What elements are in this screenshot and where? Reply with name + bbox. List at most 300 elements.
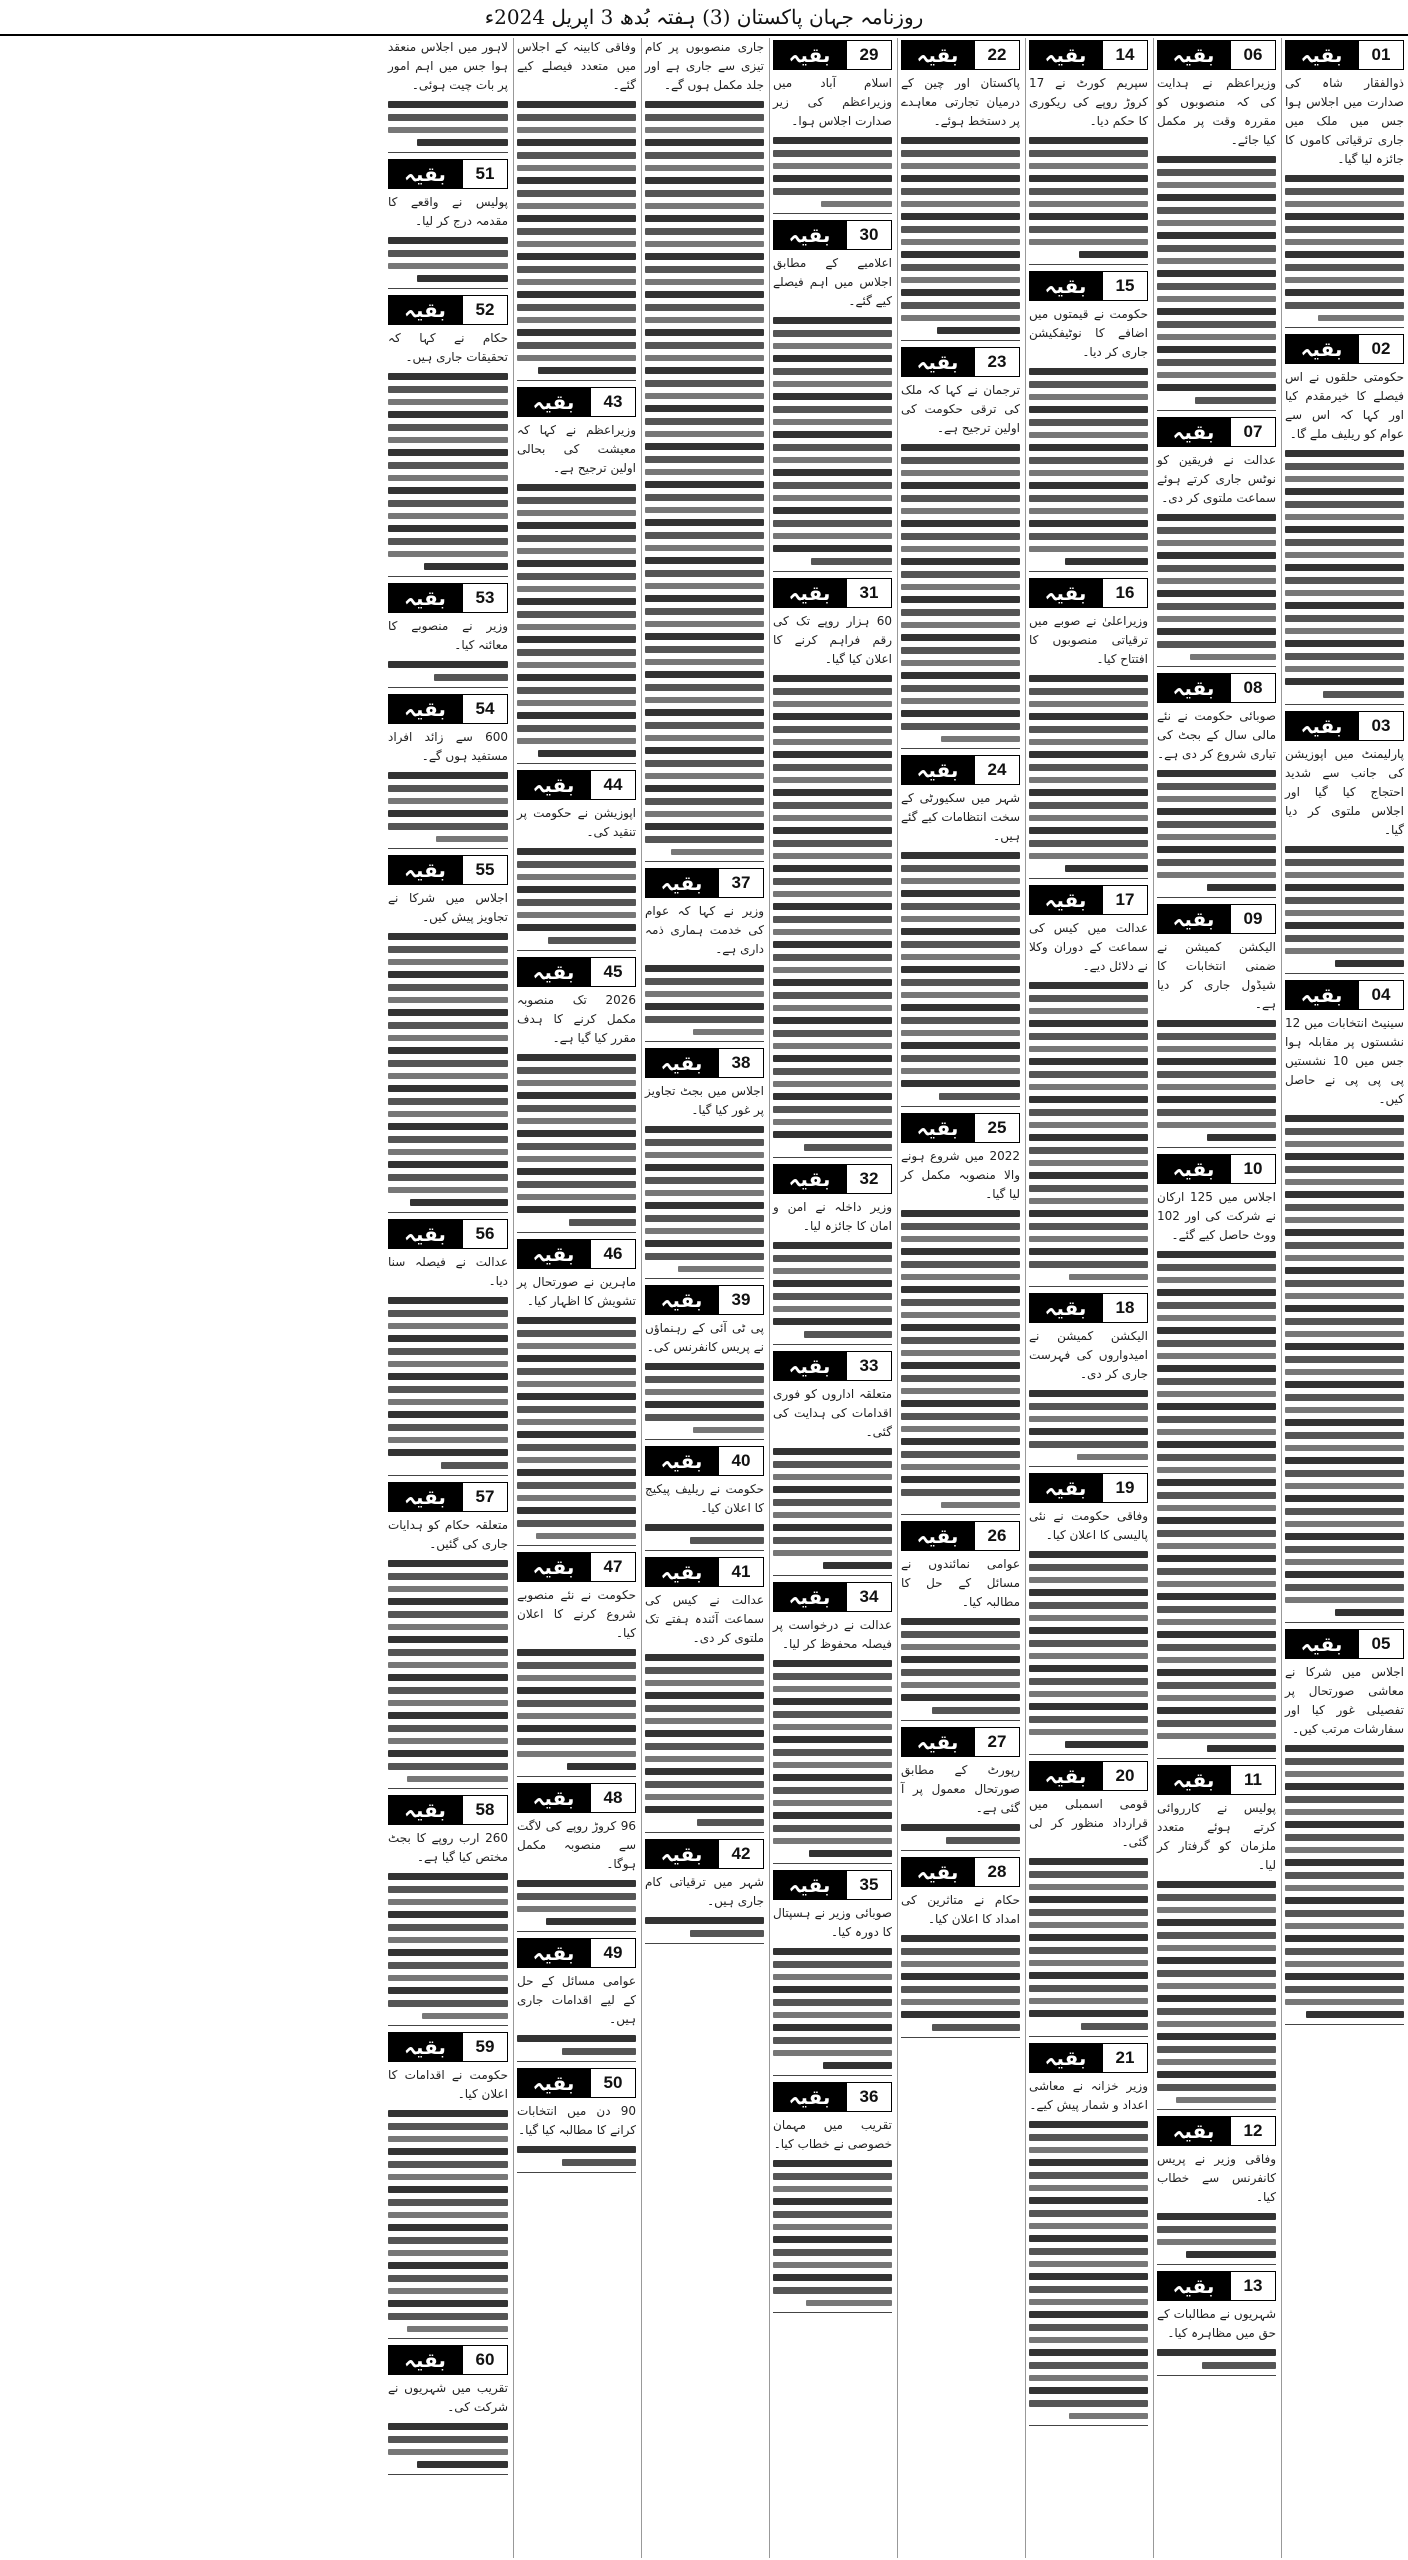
text-line bbox=[645, 1794, 764, 1800]
text-line bbox=[645, 405, 764, 412]
continuation-tag bbox=[1029, 1293, 1148, 1323]
continued-badge: بقیہ bbox=[645, 1285, 718, 1315]
text-line bbox=[773, 1055, 892, 1062]
text-line bbox=[1065, 558, 1148, 565]
continuation-tag bbox=[517, 957, 636, 987]
continuation-number: 02 bbox=[1358, 334, 1404, 364]
text-line bbox=[407, 1776, 508, 1782]
text-line bbox=[773, 1550, 892, 1556]
continued-badge: بقیہ bbox=[517, 957, 590, 987]
text-line bbox=[517, 497, 636, 504]
text-line bbox=[1285, 1217, 1404, 1223]
text-line bbox=[773, 1974, 892, 1980]
text-line bbox=[1029, 2197, 1148, 2204]
text-line bbox=[1285, 1821, 1404, 1828]
text-line bbox=[1029, 982, 1148, 989]
item-divider bbox=[901, 1850, 1020, 1851]
text-line bbox=[388, 449, 508, 456]
continuation-item bbox=[1029, 1293, 1148, 1467]
article-text: پارلیمنٹ میں اپوزیشن کی جانب سے شدید احتجاج کیا گیا اور اجلاس ملتوی کر دیا گیا۔ bbox=[1285, 747, 1404, 837]
text-line bbox=[517, 700, 636, 706]
text-line bbox=[773, 188, 892, 195]
text-line bbox=[1157, 2021, 1276, 2027]
column-5 bbox=[769, 38, 895, 2558]
text-line bbox=[1157, 590, 1276, 597]
text-line bbox=[517, 1105, 636, 1112]
text-line bbox=[645, 367, 764, 374]
text-line bbox=[645, 279, 764, 285]
continued-badge: بقیہ bbox=[388, 583, 462, 613]
continuation-tag bbox=[388, 1219, 508, 1249]
text-line bbox=[1157, 156, 1276, 163]
text-line bbox=[773, 520, 892, 527]
text-line bbox=[773, 2287, 892, 2294]
text-line bbox=[388, 1022, 508, 1029]
text-line bbox=[1285, 1318, 1404, 1325]
continuation-number: 31 bbox=[846, 578, 892, 608]
text-line bbox=[388, 1386, 508, 1393]
text-line bbox=[773, 1999, 892, 2006]
continuation-item bbox=[901, 755, 1020, 1107]
text-line bbox=[773, 2249, 892, 2256]
text-line bbox=[901, 457, 1020, 464]
text-line bbox=[517, 560, 636, 567]
continuation-item bbox=[773, 1870, 892, 2076]
text-line bbox=[517, 241, 636, 247]
text-line bbox=[1285, 1394, 1404, 1401]
text-line bbox=[645, 709, 764, 716]
continuation-number: 21 bbox=[1102, 2043, 1148, 2073]
text-line bbox=[1029, 2286, 1148, 2293]
text-line bbox=[1029, 163, 1148, 169]
text-line bbox=[773, 1812, 892, 1819]
text-line bbox=[1157, 1606, 1276, 1613]
text-line bbox=[901, 865, 1020, 872]
text-line bbox=[388, 1763, 508, 1770]
continuation-item bbox=[388, 38, 508, 153]
text-line bbox=[1157, 1894, 1276, 1901]
text-line bbox=[517, 522, 636, 529]
continuation-item bbox=[388, 159, 508, 289]
text-line bbox=[773, 979, 892, 986]
text-line bbox=[1029, 1223, 1148, 1230]
text-line bbox=[773, 1774, 892, 1781]
continuation-item bbox=[388, 2345, 508, 2475]
text-line bbox=[773, 1081, 892, 1087]
text-line bbox=[901, 672, 1020, 679]
text-line bbox=[773, 175, 892, 182]
text-line bbox=[773, 992, 892, 999]
text-line bbox=[1029, 432, 1148, 438]
continuation-number: 01 bbox=[1358, 40, 1404, 70]
text-line bbox=[517, 649, 636, 656]
continued-badge: بقیہ bbox=[773, 1870, 846, 1900]
text-line bbox=[901, 520, 1020, 527]
text-line bbox=[645, 1730, 764, 1737]
text-line bbox=[517, 1725, 636, 1732]
continuation-number: 22 bbox=[974, 40, 1020, 70]
continued-badge: بقیہ bbox=[517, 2068, 590, 2098]
text-line bbox=[1285, 1872, 1404, 1879]
text-line bbox=[773, 533, 892, 539]
text-line bbox=[1029, 1627, 1148, 1634]
text-line bbox=[645, 317, 764, 323]
text-line bbox=[645, 139, 764, 146]
text-line bbox=[517, 1181, 636, 1188]
continuation-item bbox=[1285, 40, 1404, 328]
text-line bbox=[517, 1906, 636, 1912]
text-line bbox=[388, 462, 508, 469]
text-line bbox=[901, 634, 1020, 641]
text-line bbox=[932, 2024, 1020, 2031]
continuation-tag bbox=[645, 1557, 764, 1587]
text-line bbox=[517, 1368, 636, 1375]
text-line bbox=[1029, 2185, 1148, 2191]
item-divider bbox=[773, 1863, 892, 1864]
text-line bbox=[901, 1210, 1020, 1217]
text-line bbox=[1285, 1191, 1404, 1198]
text-line bbox=[1157, 1593, 1276, 1600]
continuation-item bbox=[517, 1239, 636, 1546]
text-line bbox=[645, 659, 764, 665]
text-line bbox=[388, 971, 508, 978]
text-line bbox=[517, 1317, 636, 1324]
text-line bbox=[517, 1751, 636, 1757]
continuation-item bbox=[1029, 1473, 1148, 1755]
text-line bbox=[1157, 283, 1276, 290]
text-line bbox=[773, 1280, 892, 1287]
text-line bbox=[1306, 2011, 1404, 2018]
continuation-tag bbox=[517, 1239, 636, 1269]
text-line bbox=[1285, 653, 1404, 660]
text-line bbox=[1029, 226, 1148, 233]
continued-badge: بقیہ bbox=[901, 1727, 974, 1757]
text-line bbox=[645, 646, 764, 653]
continued-badge: بقیہ bbox=[388, 694, 462, 724]
column-4 bbox=[897, 38, 1023, 2558]
text-line bbox=[773, 1724, 892, 1730]
text-line bbox=[901, 1312, 1020, 1318]
text-line bbox=[1285, 1204, 1404, 1211]
text-line bbox=[1157, 1657, 1276, 1663]
continued-badge: بقیہ bbox=[1029, 885, 1102, 915]
header-title: روزنامہ جہان پاکستان (3) ہفتہ بُدھ 3 اپریل 2024ء bbox=[484, 5, 924, 29]
text-line bbox=[690, 1537, 764, 1544]
continuation-item bbox=[645, 1839, 764, 1944]
text-line bbox=[1157, 821, 1276, 828]
text-line bbox=[407, 2326, 508, 2332]
text-line bbox=[517, 484, 636, 491]
text-line bbox=[1029, 1665, 1148, 1672]
text-line bbox=[1285, 1935, 1404, 1942]
article-text: پی ٹی آئی کے رہنماؤں نے پریس کانفرنس کی۔ bbox=[645, 1321, 764, 1354]
continuation-page bbox=[0, 36, 1408, 2558]
text-line bbox=[1029, 2362, 1148, 2369]
continuation-item bbox=[1157, 673, 1276, 898]
article-text: وفاقی وزیر نے پریس کانفرنس سے خطاب کیا۔ bbox=[1157, 2152, 1276, 2204]
continuation-number: 41 bbox=[718, 1557, 764, 1587]
text-line bbox=[388, 1136, 508, 1143]
text-line bbox=[1157, 2046, 1276, 2053]
continuation-item bbox=[1029, 578, 1148, 879]
text-line bbox=[645, 1376, 764, 1383]
text-line bbox=[901, 1669, 1020, 1676]
item-divider bbox=[517, 2061, 636, 2062]
continued-badge: بقیہ bbox=[1157, 673, 1230, 703]
text-line bbox=[1029, 368, 1148, 375]
text-line bbox=[388, 661, 508, 668]
article-text: اجلاس میں شرکا نے تجاویز پیش کیں۔ bbox=[388, 891, 508, 924]
continuation-number: 33 bbox=[846, 1351, 892, 1381]
text-line bbox=[645, 760, 764, 767]
text-line bbox=[773, 1461, 892, 1468]
text-line bbox=[388, 1149, 508, 1155]
continuation-number: 27 bbox=[974, 1727, 1020, 1757]
text-line bbox=[388, 500, 508, 507]
text-line bbox=[517, 253, 636, 260]
text-line bbox=[1285, 1923, 1404, 1929]
text-line bbox=[1285, 1141, 1404, 1147]
text-line bbox=[1029, 2261, 1148, 2267]
continuation-item bbox=[901, 1727, 1020, 1851]
continuation-number: 12 bbox=[1230, 2116, 1276, 2146]
continuation-tag bbox=[1157, 1154, 1276, 1184]
article-text: وزیر خزانہ نے معاشی اعداد و شمار پیش کیے۔ bbox=[1029, 2079, 1148, 2112]
text-line bbox=[901, 1451, 1020, 1458]
text-line bbox=[1029, 726, 1148, 733]
text-line bbox=[1029, 2010, 1148, 2017]
text-line bbox=[1285, 564, 1404, 571]
text-line bbox=[1157, 1264, 1276, 1271]
text-line bbox=[1029, 1691, 1148, 1697]
text-line bbox=[901, 1413, 1020, 1420]
continued-badge: بقیہ bbox=[388, 855, 462, 885]
article-text: عوامی مسائل کے حل کے لیے اقدامات جاری ہیں۔ bbox=[517, 1974, 636, 2026]
article-text: قومی اسمبلی میں قرارداد منظور کر لی گئی۔ bbox=[1029, 1797, 1148, 1849]
text-line bbox=[901, 213, 1020, 220]
text-line bbox=[901, 251, 1020, 258]
text-line bbox=[1157, 258, 1276, 264]
text-line bbox=[773, 1686, 892, 1692]
text-line bbox=[773, 1486, 892, 1493]
text-line bbox=[1157, 552, 1276, 559]
text-line bbox=[1157, 1315, 1276, 1321]
text-line bbox=[517, 586, 636, 592]
article-text: ذوالفقار شاہ کی صدارت میں اجلاس ہوا جس میں ملک میں جاری ترقیاتی کاموں کا جائزہ لیا گیا۔ bbox=[1285, 76, 1404, 166]
text-line bbox=[1190, 654, 1276, 660]
text-line bbox=[645, 1164, 764, 1171]
text-line bbox=[1285, 1783, 1404, 1790]
text-line bbox=[901, 1068, 1020, 1074]
text-line bbox=[1285, 251, 1404, 258]
text-line bbox=[693, 1427, 764, 1433]
text-line bbox=[388, 1975, 508, 1981]
item-divider bbox=[1029, 264, 1148, 265]
text-line bbox=[1029, 1147, 1148, 1154]
text-line bbox=[388, 538, 508, 545]
text-line bbox=[1157, 1058, 1276, 1065]
text-line bbox=[1157, 1378, 1276, 1385]
text-line bbox=[1285, 1910, 1404, 1917]
continuation-tag bbox=[1285, 40, 1404, 70]
continuation-number: 29 bbox=[846, 40, 892, 70]
text-line bbox=[773, 1017, 892, 1024]
text-line bbox=[517, 152, 636, 159]
text-line bbox=[645, 978, 764, 985]
text-line bbox=[1285, 1179, 1404, 1185]
continuation-tag bbox=[1029, 578, 1148, 608]
text-line bbox=[388, 810, 508, 817]
text-line bbox=[645, 684, 764, 691]
article-text: حکومت نے اقدامات کا اعلان کیا۔ bbox=[388, 2068, 508, 2101]
continuation-tag bbox=[901, 755, 1020, 785]
text-line bbox=[1157, 245, 1276, 252]
text-line bbox=[388, 1449, 508, 1456]
continuation-number: 58 bbox=[462, 1795, 508, 1825]
text-line bbox=[773, 150, 892, 157]
text-line bbox=[1029, 2159, 1148, 2166]
text-line bbox=[645, 1240, 764, 1247]
text-line bbox=[1157, 1517, 1276, 1524]
text-line bbox=[773, 2236, 892, 2243]
text-line bbox=[1285, 1432, 1404, 1439]
text-line bbox=[1157, 2033, 1276, 2040]
article-text: 96 کروڑ روپے کی لاگت سے منصوبہ مکمل ہوگا۔ bbox=[517, 1819, 636, 1871]
text-line bbox=[388, 1060, 508, 1067]
text-line bbox=[1029, 1134, 1148, 1141]
text-line bbox=[517, 1469, 636, 1476]
text-line bbox=[388, 2174, 508, 2180]
continuation-number: 19 bbox=[1102, 1473, 1148, 1503]
item-divider bbox=[1285, 2024, 1404, 2025]
text-line bbox=[1285, 1495, 1404, 1502]
article-text: 2026 تک منصوبہ مکمل کرنے کا ہدف مقرر کیا گیا ہے۔ bbox=[517, 993, 636, 1045]
text-line bbox=[1157, 194, 1276, 201]
text-line bbox=[1029, 827, 1148, 834]
text-line bbox=[388, 2313, 508, 2320]
continuation-tag bbox=[773, 40, 892, 70]
continuation-number: 51 bbox=[462, 159, 508, 189]
text-line bbox=[1285, 1457, 1404, 1464]
continuation-item bbox=[1157, 1154, 1276, 1759]
article-text: عدالت نے درخواست پر فیصلہ محفوظ کر لیا۔ bbox=[773, 1618, 892, 1651]
text-line bbox=[1157, 616, 1276, 622]
continuation-number: 03 bbox=[1358, 711, 1404, 741]
text-line bbox=[388, 475, 508, 481]
text-line bbox=[1029, 1896, 1148, 1903]
text-line bbox=[773, 1005, 892, 1011]
text-line bbox=[1081, 2023, 1148, 2030]
text-line bbox=[388, 373, 508, 380]
text-line bbox=[645, 1401, 764, 1408]
text-line bbox=[645, 1253, 764, 1260]
text-line bbox=[388, 2161, 508, 2168]
article-text: عدالت نے فریقین کو نوٹس جاری کرتے ہوئے سماعت ملتوی کر دی۔ bbox=[1157, 453, 1276, 505]
text-line bbox=[1285, 1948, 1404, 1955]
text-line bbox=[645, 481, 764, 488]
continued-badge: بقیہ bbox=[901, 1113, 974, 1143]
text-line bbox=[1285, 1834, 1404, 1841]
text-line bbox=[645, 190, 764, 197]
text-line bbox=[901, 1055, 1020, 1062]
continued-badge: بقیہ bbox=[388, 2032, 462, 2062]
continued-badge: بقیہ bbox=[1029, 1761, 1102, 1791]
text-line bbox=[1157, 1995, 1276, 2002]
text-line bbox=[645, 507, 764, 513]
text-line bbox=[1157, 578, 1276, 584]
text-line bbox=[773, 1306, 892, 1312]
text-line bbox=[901, 1274, 1020, 1280]
text-line bbox=[1285, 488, 1404, 495]
text-line bbox=[901, 546, 1020, 552]
text-line bbox=[773, 2037, 892, 2044]
column-6 bbox=[641, 38, 767, 2558]
text-line bbox=[773, 1986, 892, 1993]
text-line bbox=[645, 773, 764, 779]
text-line bbox=[1157, 1568, 1276, 1575]
article-text: شہریوں نے مطالبات کے حق میں مظاہرہ کیا۔ bbox=[1157, 2307, 1276, 2340]
text-line bbox=[517, 1054, 636, 1061]
text-line bbox=[1285, 1546, 1404, 1553]
text-line bbox=[773, 1838, 892, 1844]
text-line bbox=[901, 1286, 1020, 1293]
text-line bbox=[773, 330, 892, 337]
text-line bbox=[1285, 1305, 1404, 1312]
text-line bbox=[901, 1961, 1020, 1967]
continued-badge: بقیہ bbox=[1029, 2043, 1102, 2073]
continued-badge: بقیہ bbox=[517, 1552, 590, 1582]
text-line bbox=[645, 431, 764, 437]
text-line bbox=[901, 1682, 1020, 1688]
text-line bbox=[517, 1194, 636, 1200]
text-line bbox=[645, 228, 764, 235]
text-line bbox=[388, 513, 508, 519]
item-divider bbox=[1029, 878, 1148, 879]
text-line bbox=[901, 163, 1020, 169]
text-line bbox=[1285, 602, 1404, 609]
continuation-tag bbox=[1157, 673, 1276, 703]
continuation-tag bbox=[773, 1870, 892, 1900]
item-divider bbox=[773, 2075, 892, 2076]
continuation-number: 07 bbox=[1230, 417, 1276, 447]
text-line bbox=[1285, 1559, 1404, 1565]
text-line bbox=[901, 698, 1020, 704]
text-line bbox=[645, 1654, 764, 1661]
continuation-tag bbox=[388, 583, 508, 613]
text-line bbox=[1285, 1470, 1404, 1477]
text-line bbox=[441, 1462, 508, 1469]
text-line bbox=[422, 2013, 508, 2019]
continued-badge: بقیہ bbox=[517, 770, 590, 800]
continuation-number: 47 bbox=[590, 1552, 636, 1582]
article-text: جاری منصوبوں پر کام تیزی سے جاری ہے اور جلد مکمل ہوں گے۔ bbox=[645, 40, 764, 92]
text-line bbox=[773, 954, 892, 961]
text-line bbox=[1157, 1327, 1276, 1334]
text-line bbox=[1157, 1707, 1276, 1714]
text-line bbox=[546, 1918, 636, 1925]
text-line bbox=[517, 1330, 636, 1337]
text-line bbox=[1285, 897, 1404, 904]
text-line bbox=[697, 1819, 764, 1826]
text-line bbox=[1285, 935, 1404, 942]
text-line bbox=[773, 1524, 892, 1531]
text-line bbox=[645, 1152, 764, 1158]
text-line bbox=[388, 2288, 508, 2294]
article-text: شہر میں سکیورٹی کے سخت انتظامات کیے گئے ہیں۔ bbox=[901, 791, 1020, 843]
continuation-tag bbox=[517, 2068, 636, 2098]
continuation-number: 15 bbox=[1102, 271, 1148, 301]
article-text: 260 ارب روپے کا بجٹ مختص کیا گیا ہے۔ bbox=[388, 1831, 508, 1864]
